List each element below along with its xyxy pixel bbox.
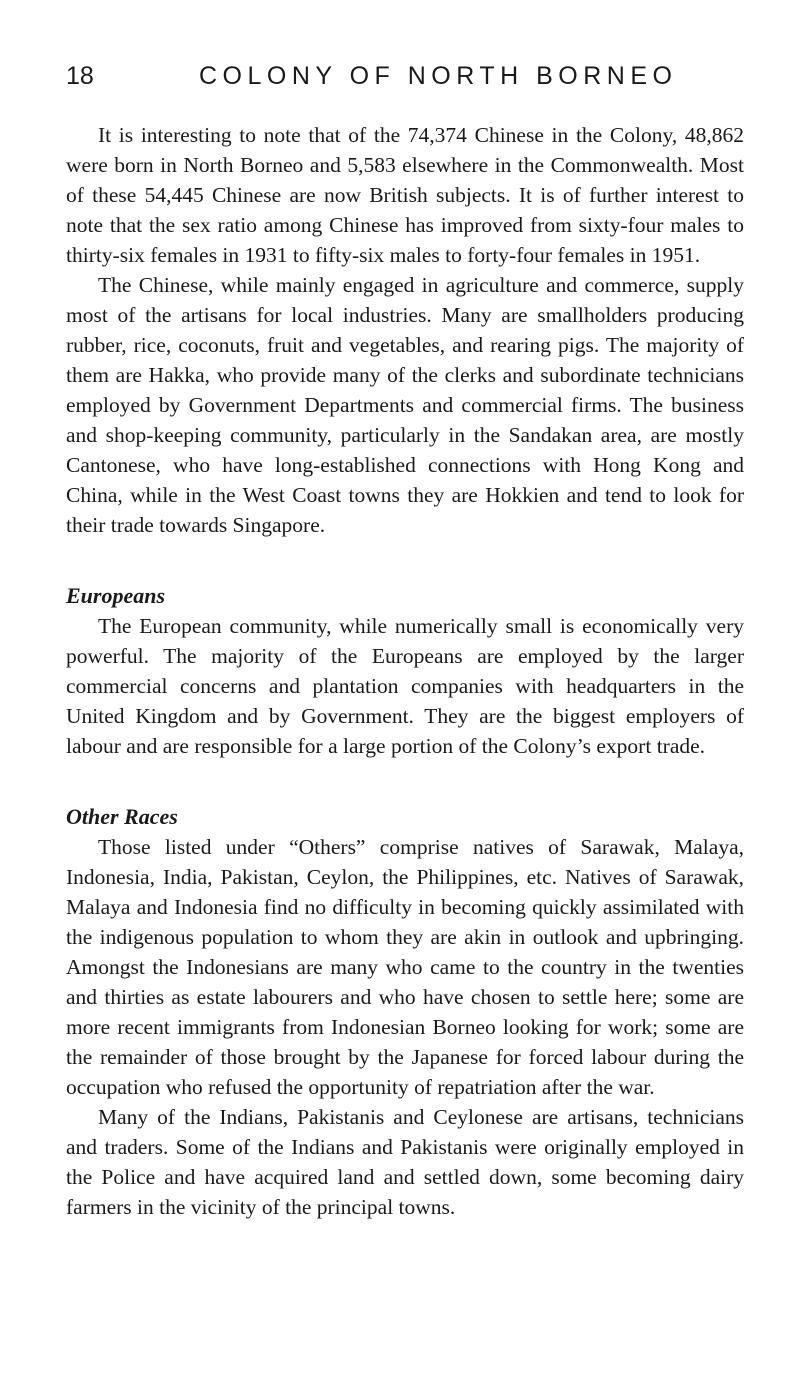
paragraph-europeans: The European community, while numerically small is economically very powerful. The majority of the Europeans are employed by the larger commercial concerns and plantation companies with headquarters in the United Kingdom and by Government. They are the biggest employers of labour and are responsible for a large portion of the Colony’s export trade.	[66, 614, 744, 758]
paragraph-chinese-occupations: The Chinese, while mainly engaged in agriculture and commerce, supply most of the artisans for local industries. Many are smallholders producing rubber, rice, coconuts, fruit and vegetables, and rearing pigs. The majority of them are Hakka, who provide many of the clerks and subordinate technicians employed by Government Departments and commercial firms. The business and shop-keeping community, particularly in the Sandakan area, are mostly Cantonese, who have long-established connections with Hong Kong and China, while in the West Coast towns they are Hokkien and tend to look for their trade towards Singapore.	[66, 273, 744, 537]
paragraph-indians-pakistanis: Many of the Indians, Pakistanis and Ceylonese are artisans, technicians and traders. Some of the Indians and Pakistanis were originally employed in the Police and have acquired land and settled down, some becoming dairy farmers in the vicinity of the principal towns.	[66, 1105, 744, 1219]
paragraph-chinese-population: It is interesting to note that of the 74,374 Chinese in the Colony, 48,862 were born in North Borneo and 5,583 elsewhere in the Commonwealth. Most of these 54,445 Chinese are now British subjects. It is of further interest to note that the sex ratio among Chinese has improved from sixty-four males to thirty-six females in 1931 to fifty-six males to forty-four females in 1951.	[66, 123, 744, 267]
heading-europeans: Europeans	[66, 583, 166, 608]
page-number: 18	[66, 62, 94, 90]
section-gap	[66, 540, 744, 581]
section-gap	[66, 761, 744, 802]
running-header	[66, 0, 744, 120]
paragraph-other-races: Those listed under “Others” comprise natives of Sarawak, Malaya, Indonesia, India, Pakistan, Ceylon, the Philippines, etc. Natives of Sarawak, Malaya and Indonesia find no difficulty in becoming quickly assimilated with the indigenous population to whom they are akin in outlook and upbringing. Amongst the Indonesians are many who came to the country in the twenties and thirties as estate labourers and who have chosen to settle here; some are more recent immigrants from Indonesian Borneo looking for work; some are the remainder of those brought by the Japanese for forced labour during the occupation who refused the opportunity of repatriation after the war.	[66, 835, 744, 1099]
document-page	[66, 0, 744, 1222]
header-title: COLONY OF NORTH BORNEO	[199, 62, 678, 90]
heading-other-races: Other Races	[66, 804, 178, 829]
